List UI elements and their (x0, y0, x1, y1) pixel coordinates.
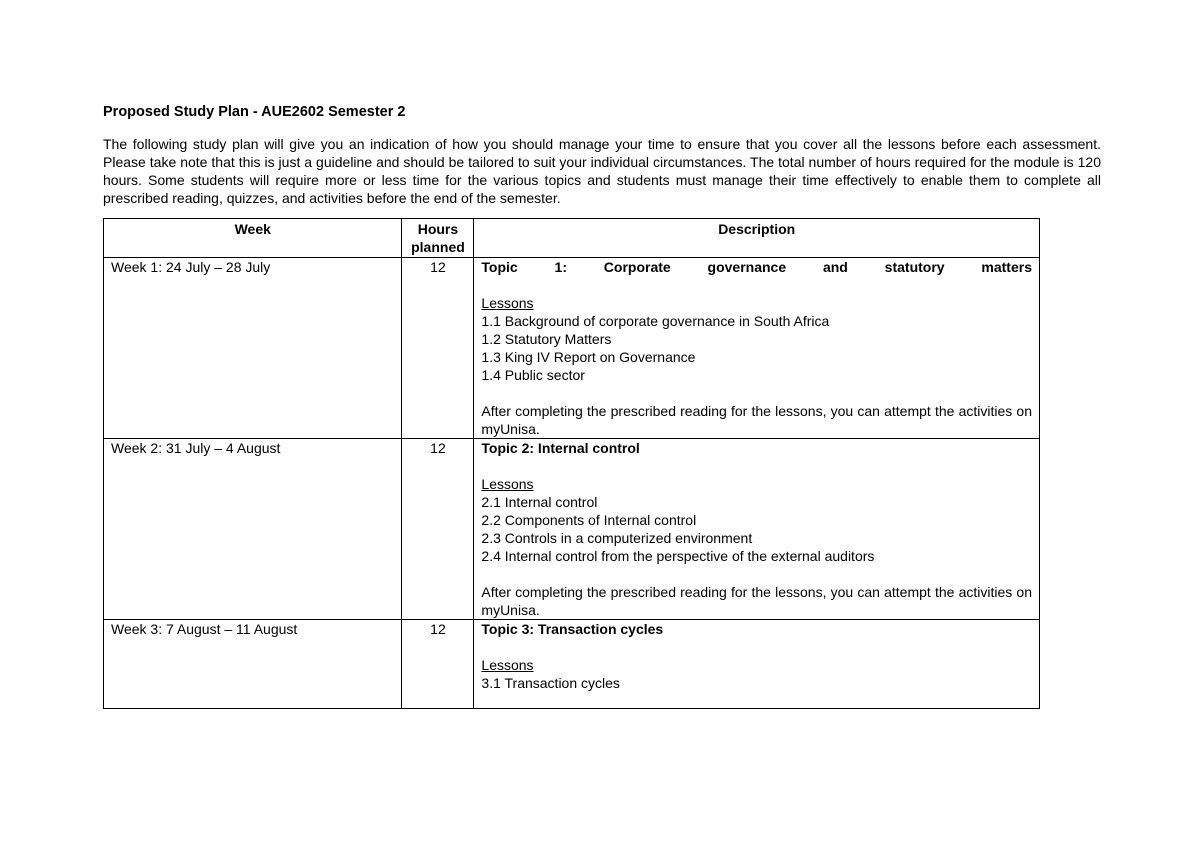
lesson-item: 1.2 Statutory Matters (481, 331, 612, 347)
activity-note: After completing the prescribed reading for the lessons, you can attempt the activities on myUnisa. (481, 403, 1032, 437)
lesson-item: 2.2 Components of Internal control (481, 512, 697, 528)
week-cell: Week 3: 7 August – 11 August (104, 620, 402, 709)
header-description: Description (474, 219, 1040, 258)
document-page (103, 102, 1101, 709)
week-cell: Week 1: 24 July – 28 July (104, 258, 402, 439)
table-row (104, 439, 1040, 620)
topic-title: Topic 1: Corporate governance and statutory matters (481, 259, 1032, 275)
description-cell (474, 620, 1040, 709)
hours-cell: 12 (402, 258, 474, 439)
activity-note: After completing the prescribed reading for the lessons, you can attempt the activities on myUnisa. (481, 584, 1032, 618)
lesson-item: 2.1 Internal control (481, 494, 598, 510)
lesson-item: 1.4 Public sector (481, 367, 585, 383)
header-week: Week (104, 219, 402, 258)
hours-cell: 12 (402, 620, 474, 709)
document-title: Proposed Study Plan - AUE2602 Semester 2 (103, 104, 406, 120)
table-row (104, 258, 1040, 439)
table-header-row (104, 219, 1040, 258)
lessons-heading: Lessons (481, 476, 534, 492)
table-row (104, 620, 1040, 709)
lesson-item: 2.3 Controls in a computerized environment (481, 530, 753, 546)
description-cell (474, 258, 1040, 439)
lesson-item: 3.1 Transaction cycles (481, 675, 620, 691)
lesson-item: 1.1 Background of corporate governance in South Africa (481, 313, 830, 329)
topic-title: Topic 2: Internal control (481, 440, 640, 456)
study-plan-table (103, 218, 1040, 709)
lessons-heading: Lessons (481, 295, 534, 311)
topic-title: Topic 3: Transaction cycles (481, 621, 664, 637)
week-cell: Week 2: 31 July – 4 August (104, 439, 402, 620)
intro-paragraph: The following study plan will give you an indication of how you should manage your time to ensure that you cover all the lessons before each assessment. Please take note that this is just a guideline and should be tailored to suit your individual circumstances. The total number of hours required for the module is 120 hours. Some students will require more or less time for the various topics and students must manage their time effectively to enable them to complete all prescribed reading, quizzes, and activities before the end of the semester. (103, 136, 1101, 206)
header-hours: Hours planned (402, 219, 474, 258)
lesson-item: 2.4 Internal control from the perspective of the external auditors (481, 548, 875, 564)
description-cell (474, 439, 1040, 620)
lessons-heading: Lessons (481, 657, 534, 673)
hours-cell: 12 (402, 439, 474, 620)
lesson-item: 1.3 King IV Report on Governance (481, 349, 696, 365)
